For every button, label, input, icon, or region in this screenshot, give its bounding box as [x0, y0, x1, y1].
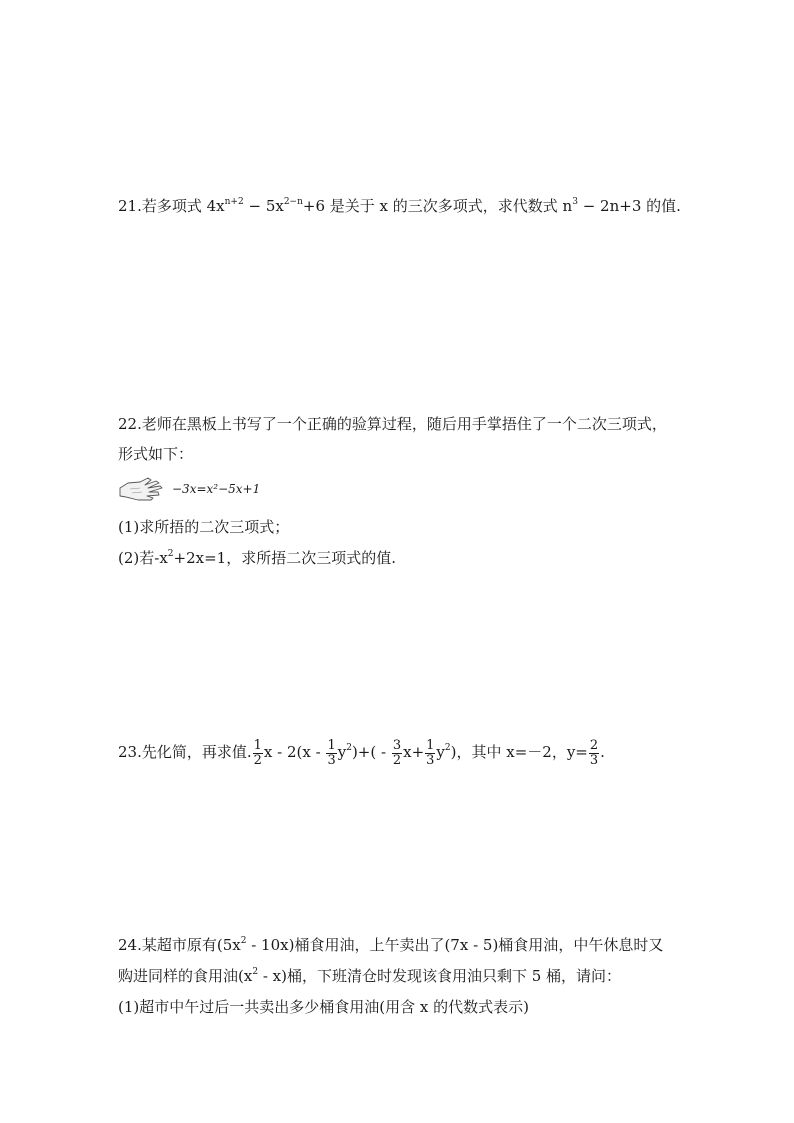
- q22-line-1: 22.老师在黑板上书写了一个正确的验算过程，随后用手掌捂住了一个二次三项式，: [118, 415, 667, 433]
- q22-part-1: (1)求所捂的二次三项式；: [118, 518, 290, 536]
- q23-text-7: .: [600, 743, 605, 761]
- q23-text-5: y: [436, 743, 445, 761]
- hand-icon: [118, 474, 166, 504]
- fraction-1-denominator: 2: [253, 752, 262, 768]
- q21-text-4: − 2n+3 的值.: [577, 197, 681, 215]
- q23-exponent-2: 2: [444, 743, 451, 753]
- fraction-2: [326, 739, 336, 768]
- q24-line-1-text-a: 24.某超市原有(5x: [118, 936, 241, 954]
- fraction-4-numerator: 1: [426, 737, 435, 753]
- fraction-5-denominator: 3: [589, 752, 599, 768]
- q22-part-2-text-b: +2x=1，求所捂二次三项式的值.: [173, 549, 396, 567]
- question-21: [118, 196, 681, 216]
- q23-prefix: 23.先化简，再求值.: [118, 743, 252, 761]
- fraction-3-denominator: 2: [392, 752, 402, 768]
- q23-text-6: )，其中 x=－2，y=: [450, 743, 588, 761]
- q23-text-3: )+( -: [351, 743, 391, 761]
- fraction-5-numerator: 2: [589, 737, 599, 753]
- q22-part-2-text-a: (2)若-x: [118, 549, 168, 567]
- fraction-1-numerator: 1: [253, 737, 262, 753]
- q22-equation: −3x=x²−5x+1: [172, 482, 261, 496]
- q22-part-2: [118, 548, 396, 568]
- q23-text-1: x - 2(x -: [263, 743, 326, 761]
- q21-text-3: +6 是关于 x 的三次多项式，求代数式 n: [302, 197, 573, 215]
- q23-exponent-1: 2: [346, 743, 352, 753]
- q22-line-2: 形式如下：: [118, 445, 194, 463]
- q22-part-2-exponent: 2: [167, 549, 174, 559]
- q21-text-1: 若多项式 4x: [141, 197, 225, 215]
- q24-line-1-exponent: 2: [240, 936, 247, 946]
- q24-line-3: (1)超市中午过后一共卖出多少桶食用油(用含 x 的代数式表示): [118, 998, 529, 1016]
- fraction-3-numerator: 3: [392, 737, 402, 753]
- q24-line-2-exponent: 2: [252, 967, 259, 977]
- q21-exponent-2: 2−n: [283, 197, 303, 207]
- fraction-1: [253, 739, 263, 768]
- q24-line-2-text-a: 购进同样的食用油(x: [118, 967, 253, 985]
- q21-text-2: − 5x: [243, 197, 284, 215]
- fraction-5: [589, 739, 599, 768]
- q21-exponent-1: n+2: [224, 197, 244, 207]
- q21-number: 21.: [118, 197, 142, 215]
- q22-hand-equation: [118, 472, 260, 506]
- fraction-2-denominator: 3: [327, 752, 336, 768]
- fraction-3: [392, 739, 402, 768]
- q24-line-2-text-b: - x)桶，下班清仓时发现该食用油只剩下 5 桶，请问：: [258, 967, 622, 985]
- fraction-4-denominator: 3: [426, 752, 435, 768]
- q24-line-1: [118, 935, 663, 955]
- q24-line-1-text-b: - 10x)桶食用油，上午卖出了(7x - 5)桶食用油，中午休息时又: [246, 936, 664, 954]
- fraction-4: [425, 739, 435, 768]
- q21-exponent-3: 3: [572, 197, 578, 207]
- q24-line-2: [118, 966, 621, 986]
- question-23: [118, 736, 605, 768]
- fraction-2-numerator: 1: [327, 737, 336, 753]
- q23-text-4: x+: [403, 743, 425, 761]
- q23-text-2: y: [337, 743, 347, 761]
